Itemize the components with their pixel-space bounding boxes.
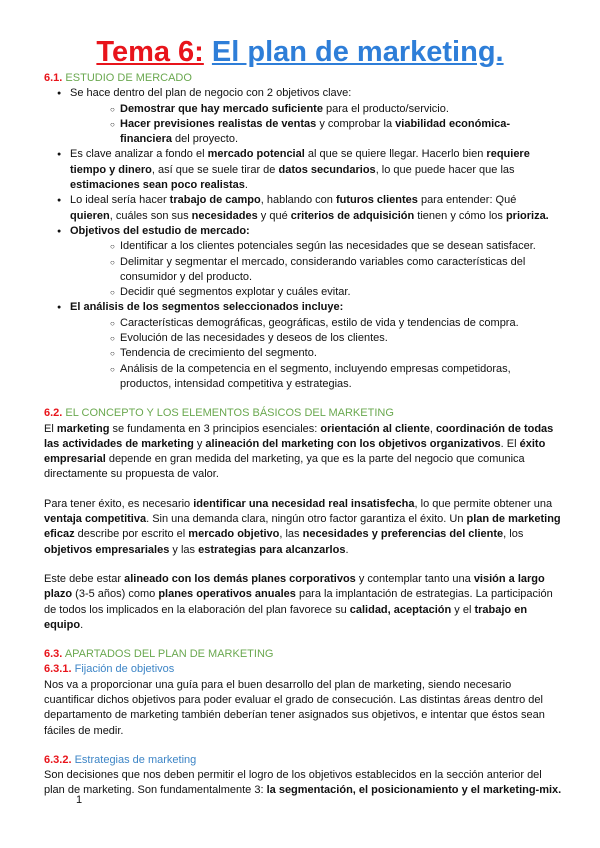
- paragraph: El marketing se fundamenta en 3 principios esenciales: orientación al cliente, coordinación de todas las actividades de marketing y alineación del marketing con los objetivos organizativos. El éxito empresarial depende en gran medida del marketing, ya que es la parte del negocio que comunica directamente su propuesta de valor.: [44, 422, 554, 481]
- paragraph: Nos va a proporcionar una guía para el buen desarrollo del plan de marketing, siendo necesario cuantificar dichos objetivos para poder evaluar el grado de consecución. Las distintas áreas dentro del departamento de marketing también deberían tener asignados sus objetivos, e intentar que éstos sean fáciles de medir.: [44, 678, 545, 737]
- title-number: Tema 6:: [96, 36, 204, 68]
- list-item: ○ Hacer previsiones realistas de ventas y comprobar la viabilidad económica-financiera del proyecto.: [70, 117, 562, 148]
- section-heading-6-2: 6.2. EL CONCEPTO Y LOS ELEMENTOS BÁSICOS DEL MARKETING: [44, 407, 394, 420]
- list-item: ● Se hace dentro del plan de negocio con 2 objetivos clave: ○ Demostrar que hay mercado suficiente para el producto/servicio. ○ Hacer previsiones realistas de ventas y comprobar la viabilidad económica-financiera del proyecto.: [44, 86, 562, 147]
- list-item: ○ Identificar a los clientes potenciales según las necesidades que se desean satisfacer.: [70, 239, 562, 254]
- bullet-list: [44, 86, 562, 392]
- section-heading-6-1: 6.1. ESTUDIO DE MERCADO: [44, 72, 192, 84]
- list-item: ● Objetivos del estudio de mercado: ○ Identificar a los clientes potenciales según las necesidades que se desean satisfacer. ○ Delimitar y segmentar el mercado, considerando variables como características del consumidor y del producto. ○ Decidir qué segmentos explotar y cuáles evitar.: [44, 224, 562, 300]
- paragraph: Para tener éxito, es necesario identificar una necesidad real insatisfecha, lo que permite obtener una ventaja competitiva. Sin una demanda clara, ningún otro factor garantiza el éxito. Un plan de marketing eficaz describe por escrito el mercado objetivo, las necesidades y preferencias del cliente, los objetivos empresariales y las estrategias para alcanzarlos.: [44, 497, 561, 556]
- list-item: ○ Delimitar y segmentar el mercado, considerando variables como características del consumidor y del producto.: [70, 255, 562, 286]
- section-heading-6-3: 6.3. APARTADOS DEL PLAN DE MARKETING: [44, 648, 274, 661]
- list-item: ○ Evolución de las necesidades y deseos de los clientes.: [70, 331, 562, 346]
- subsection-heading-6-3-2: 6.3.2. Estrategias de marketing: [44, 753, 197, 766]
- list-item: ○ Tendencia de crecimiento del segmento.: [70, 346, 562, 361]
- list-item: ○ Demostrar que hay mercado suficiente para el producto/servicio.: [70, 102, 562, 117]
- paragraph: Son decisiones que nos deben permitir el logro de los objetivos establecidos en la sección anterior del plan de marketing. Son fundamentalmente 3: la segmentación, el posicionamiento y el marketing-mix.: [44, 769, 562, 797]
- list-item: ○ Características demográficas, geográficas, estilo de vida y tendencias de compra.: [70, 316, 562, 331]
- page-title: [0, 34, 600, 70]
- paragraph: Este debe estar alineado con los demás planes corporativos y contemplar tanto una visión a largo plazo (3-5 años) como planes operativos anuales para la implantación de estrategias. La participación de todos los implicados en la elaboración del plan favorece su calidad, aceptación y el trabajo en equipo.: [44, 572, 553, 631]
- list-item: ○ Análisis de la competencia en el segmento, incluyendo empresas competidoras, productos, intensidad competitiva y estrategias.: [70, 362, 562, 393]
- page-number: 1: [76, 794, 83, 806]
- subsection-heading-6-3-1: 6.3.1. Fijación de objetivos: [44, 663, 175, 676]
- list-item: ● El análisis de los segmentos seleccionados incluye: ○ Características demográficas, geográficas, estilo de vida y tendencias de compra. ○ Evolución de las necesidades y deseos de los clientes. ○ Tendencia de crecimiento del segmento. ○ Análisis de la competencia en el segmento, incluyendo empresas competidoras, productos, intensidad competitiva y estrategias.: [44, 300, 562, 392]
- list-item: ● Lo ideal sería hacer trabajo de campo, hablando con futuros clientes para entender: Qué quieren, cuáles son sus necesidades y qué criterios de adquisición tienen y cómo los prioriza.: [44, 193, 562, 224]
- title-text: El plan de marketing.: [211, 36, 504, 68]
- document-body: [44, 71, 562, 799]
- list-item: ○ Decidir qué segmentos explotar y cuáles evitar.: [70, 285, 562, 300]
- list-item: ● Es clave analizar a fondo el mercado potencial al que se quiere llegar. Hacerlo bien requiere tiempo y dinero, así que se suele tirar de datos secundarios, lo que puede hacer que las estimaciones sean poco realistas.: [44, 147, 562, 193]
